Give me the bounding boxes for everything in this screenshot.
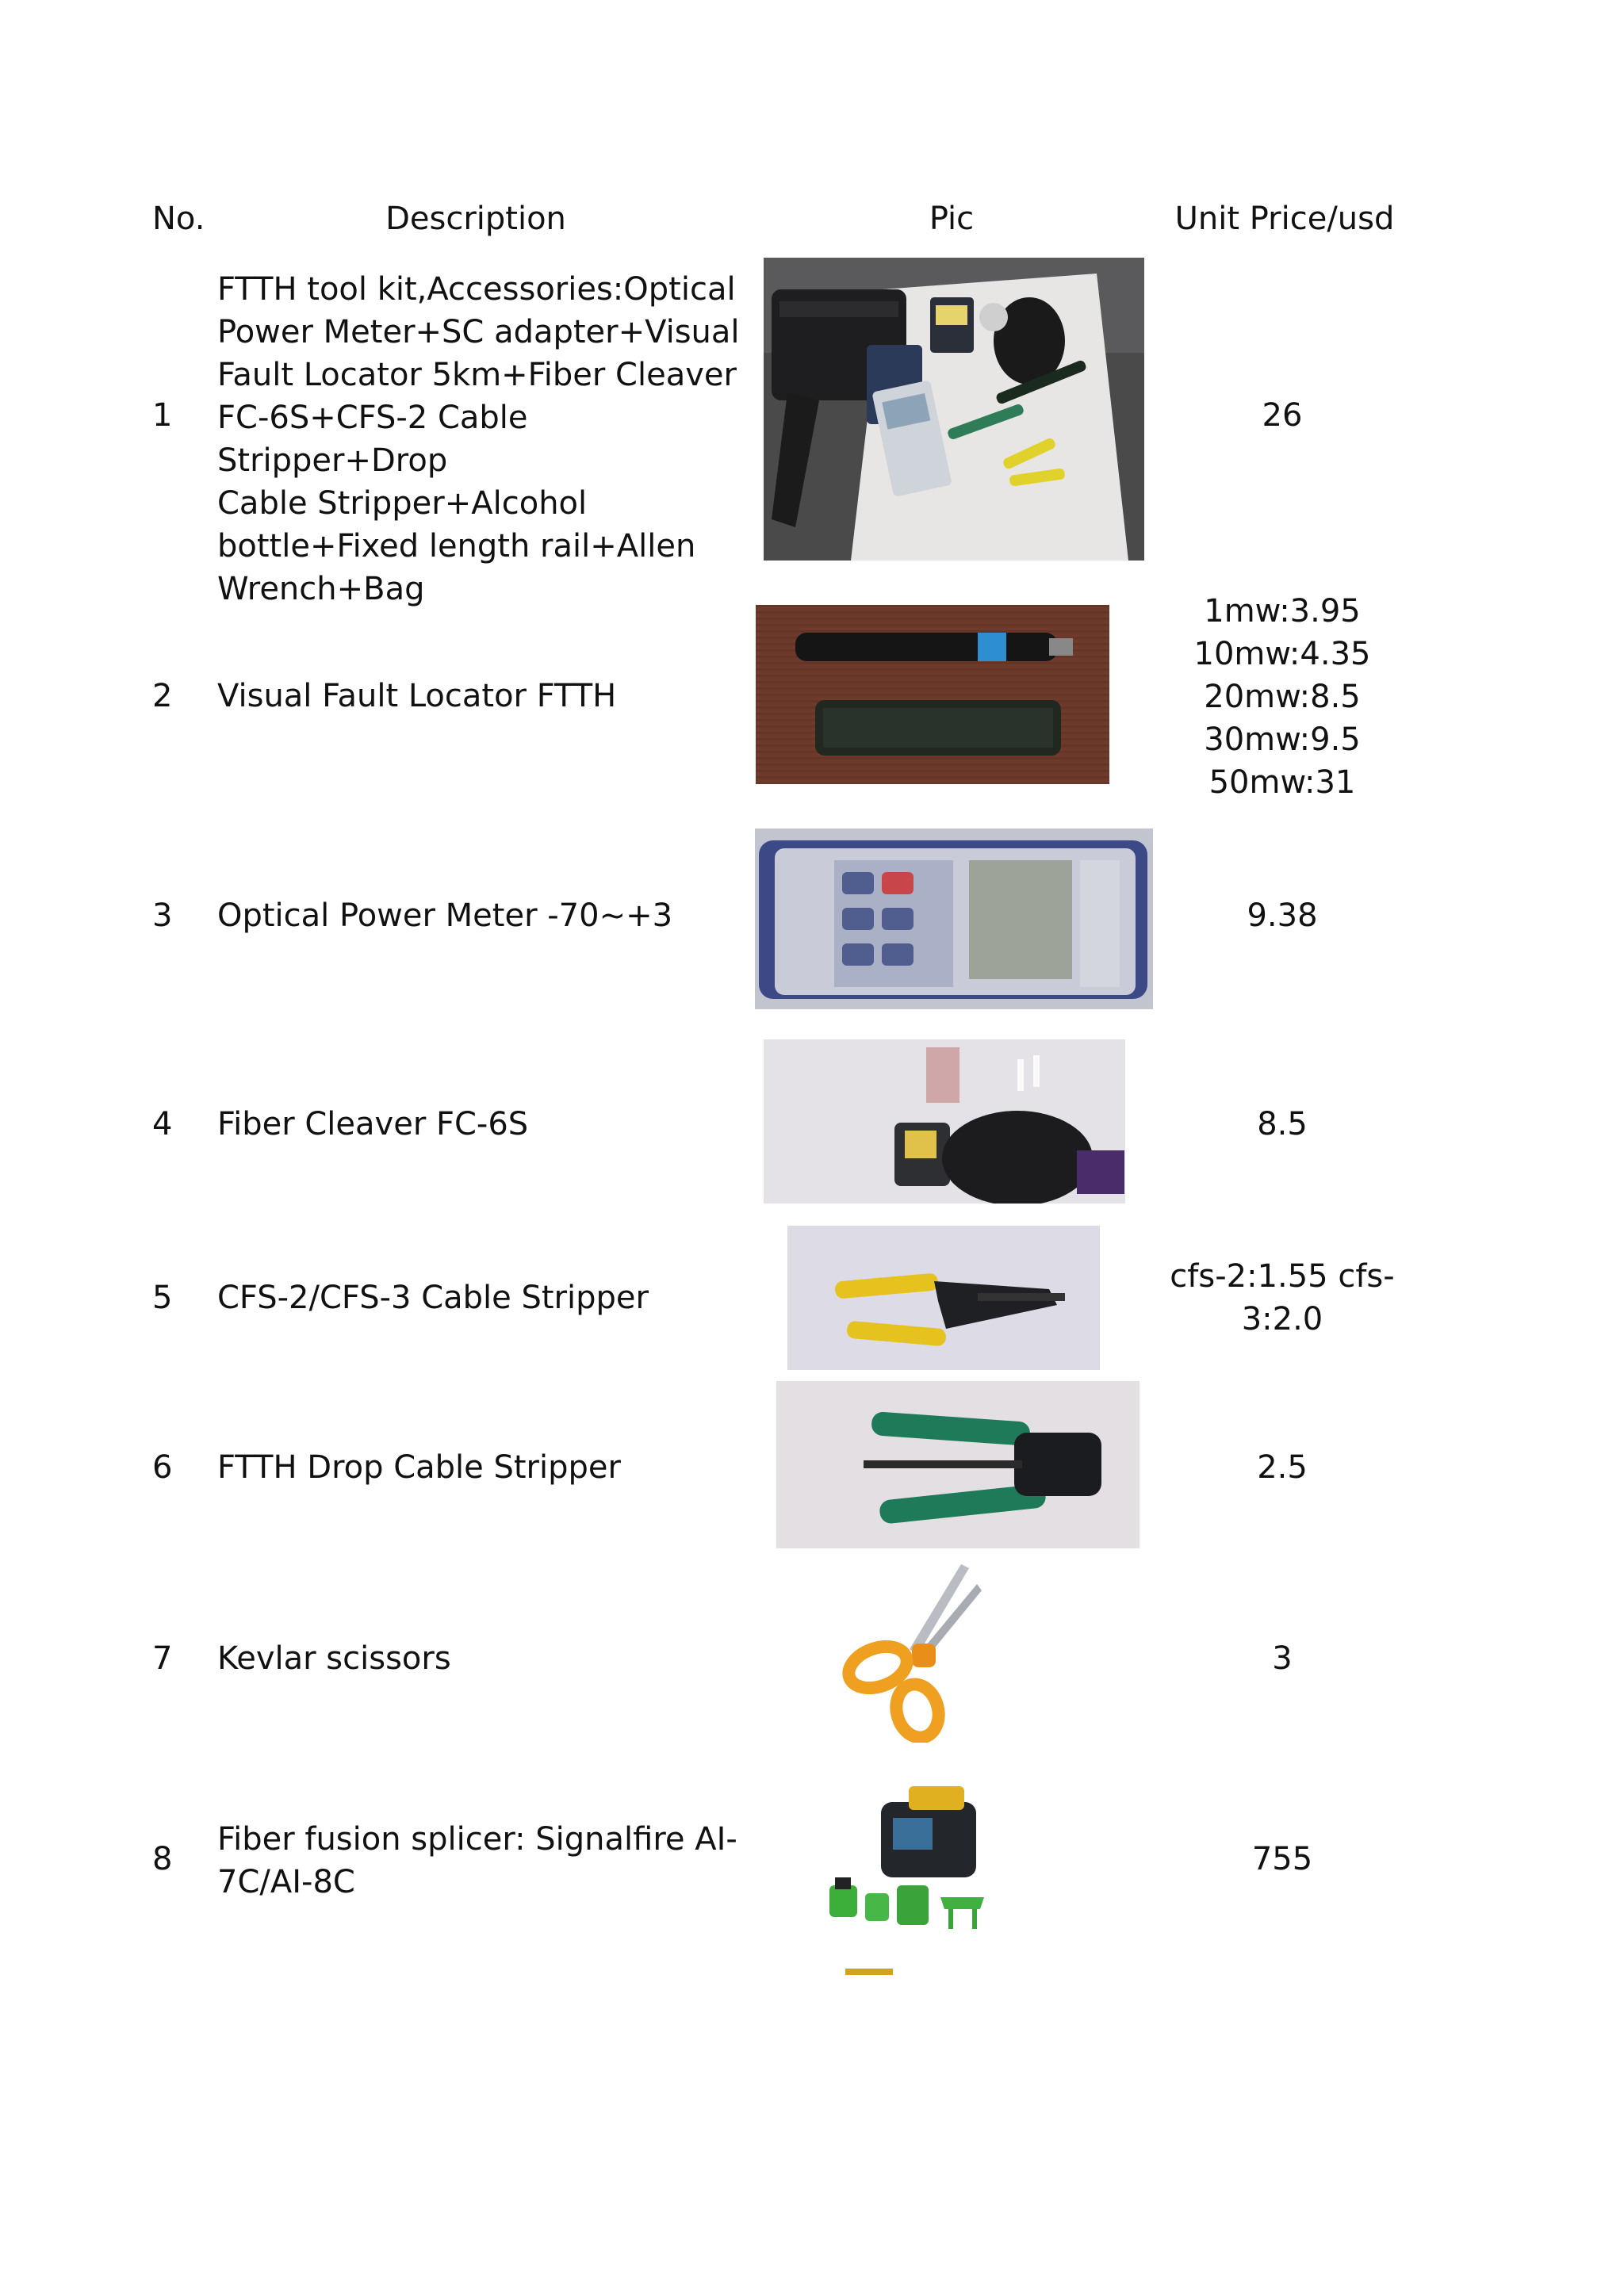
row-1-price xyxy=(1147,394,1417,437)
row-1-description xyxy=(217,268,741,610)
price-line: 30mw:9.5 xyxy=(1204,721,1361,758)
row-2-no: 2 xyxy=(152,678,173,714)
header-pic: Pic xyxy=(929,201,975,237)
description-line: FTTH Drop Cable Stripper xyxy=(217,1449,621,1486)
fusion-splicer-photo xyxy=(822,1782,996,1976)
ftth-tool-kit-photo xyxy=(764,258,1144,561)
optical-power-meter-photo xyxy=(755,828,1153,1009)
description-line: Fault Locator 5km+Fiber Cleaver xyxy=(217,357,737,393)
row-6-price xyxy=(1147,1446,1417,1489)
fiber-cleaver-photo xyxy=(764,1039,1125,1203)
row-2-price xyxy=(1147,590,1417,804)
price-line: 8.5 xyxy=(1257,1106,1308,1142)
row-6-no: 6 xyxy=(152,1449,173,1486)
drop-cable-stripper-photo xyxy=(776,1381,1139,1548)
row-8-description xyxy=(217,1818,741,1904)
row-8-no: 8 xyxy=(152,1841,173,1877)
price-line: 50mw:31 xyxy=(1208,764,1356,801)
row-4-description xyxy=(217,1103,741,1146)
description-line: Cable Stripper+Alcohol xyxy=(217,485,588,522)
description-line: Visual Fault Locator FTTH xyxy=(217,678,617,714)
visual-fault-locator-photo xyxy=(756,605,1109,784)
kevlar-scissors-photo xyxy=(842,1560,989,1743)
description-line: Fiber Cleaver FC-6S xyxy=(217,1106,529,1142)
price-line: 26 xyxy=(1262,397,1303,434)
price-line: 20mw:8.5 xyxy=(1204,679,1361,715)
row-1-no: 1 xyxy=(152,397,173,434)
row-4-price xyxy=(1147,1103,1417,1146)
row-5-price xyxy=(1147,1255,1417,1341)
row-4-no: 4 xyxy=(152,1106,173,1142)
row-5-no: 5 xyxy=(152,1280,173,1316)
price-line: 3 xyxy=(1272,1640,1293,1677)
price-line: cfs-2:1.55 cfs- xyxy=(1170,1258,1395,1295)
price-line: 755 xyxy=(1251,1841,1313,1877)
description-line: 7C/AI-8C xyxy=(217,1864,355,1900)
row-5-description xyxy=(217,1276,741,1319)
row-7-price xyxy=(1147,1637,1417,1680)
header-no: No. xyxy=(152,201,205,237)
description-line: FTTH tool kit,Accessories:Optical xyxy=(217,271,736,308)
row-7-description xyxy=(217,1637,741,1680)
cable-stripper-photo xyxy=(787,1226,1100,1370)
header-price: Unit Price/usd xyxy=(1174,201,1395,237)
description-line: Fiber fusion splicer: Signalfire AI- xyxy=(217,1821,737,1858)
description-line: Optical Power Meter -70~+3 xyxy=(217,897,673,934)
price-line: 1mw:3.95 xyxy=(1204,593,1361,629)
price-line: 3:2.0 xyxy=(1241,1301,1323,1337)
row-6-description xyxy=(217,1446,741,1489)
row-3-description xyxy=(217,894,741,937)
price-line: 9.38 xyxy=(1247,897,1318,934)
description-line: FC-6S+CFS-2 Cable Stripper+Drop xyxy=(217,400,528,479)
row-3-price xyxy=(1147,894,1417,937)
row-8-price xyxy=(1147,1838,1417,1881)
description-line: Power Meter+SC adapter+Visual xyxy=(217,314,740,350)
header-description: Description xyxy=(385,201,566,237)
row-7-no: 7 xyxy=(152,1640,173,1677)
price-line: 10mw:4.35 xyxy=(1193,636,1371,672)
description-line: bottle+Fixed length rail+Allen xyxy=(217,528,696,564)
description-line: Wrench+Bag xyxy=(217,571,425,607)
description-line: Kevlar scissors xyxy=(217,1640,451,1677)
description-line: CFS-2/CFS-3 Cable Stripper xyxy=(217,1280,649,1316)
row-2-description xyxy=(217,675,741,718)
row-3-no: 3 xyxy=(152,897,173,934)
price-line: 2.5 xyxy=(1257,1449,1308,1486)
